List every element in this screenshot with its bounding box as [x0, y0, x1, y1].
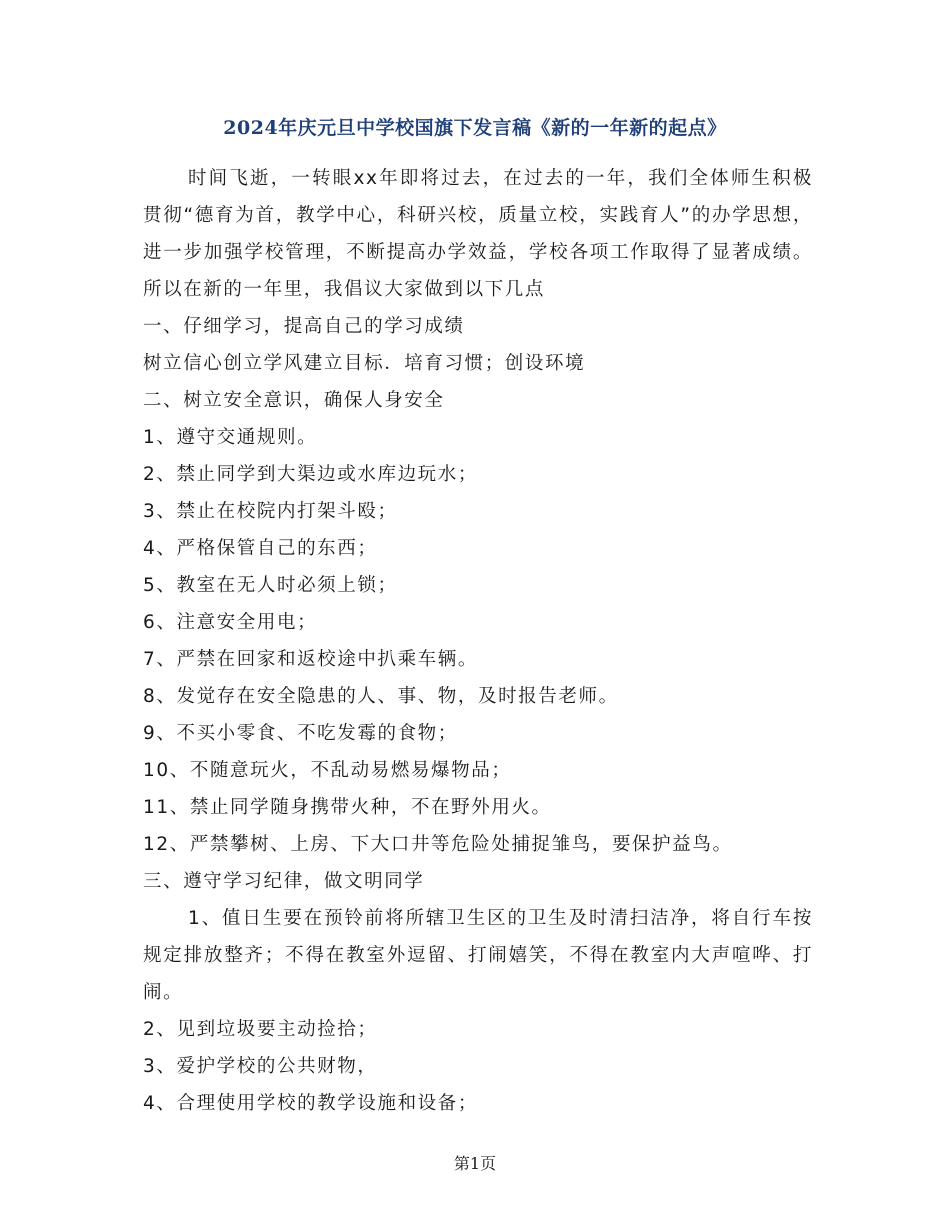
section2-heading: 二、树立安全意识，确保人身安全: [143, 390, 445, 411]
list-item: 12、严禁攀树、上房、下大口井等危险处捕捉雏鸟，要保护益鸟。: [143, 834, 733, 855]
list-item: 1、遵守交通规则。: [143, 427, 318, 448]
document-body: [143, 160, 813, 1122]
section1-heading: 一、仔细学习，提高自己的学习成绩: [143, 316, 465, 337]
section3-heading: 三、遵守学习纪律，做文明同学: [143, 871, 425, 892]
list-item: 3、禁止在校院内打架斗殴；: [143, 501, 398, 522]
list-item: 2、见到垃圾要主动捡拾；: [143, 1019, 378, 1040]
intro-paragraph: 时间飞逝，一转眼xx年即将过去，在过去的一年，我们全体师生积极贯彻“德育为首，教学中心，科研兴校，质量立校，实践育人”的办学思想，进一步加强学校管理，不断提高办学效益，学校各项工作取得了显著成绩。所以在新的一年里，我倡议大家做到以下几点: [143, 168, 813, 300]
list-item: 2、禁止同学到大渠边或水库边玩水；: [143, 464, 478, 485]
list-item: 10、不随意玩火，不乱动易燃易爆物品；: [143, 760, 512, 781]
list-item: 6、注意安全用电；: [143, 612, 318, 633]
list-item: 8、发觉存在安全隐患的人、事、物，及时报告老师。: [143, 686, 619, 707]
list-item: 5、教室在无人时必须上锁；: [143, 575, 398, 596]
list-item: 7、严禁在回家和返校途中扒乘车辆。: [143, 649, 478, 670]
section1-text: 树立信心创立学风建立目标．培育习惯；创设环境: [143, 353, 586, 374]
list-item: 11、禁止同学随身携带火种，不在野外用火。: [143, 797, 552, 818]
list-item: 4、合理使用学校的教学设施和设备；: [143, 1093, 478, 1114]
list-item: 9、不买小零食、不吃发霉的食物；: [143, 723, 458, 744]
list-item: 3、爱护学校的公共财物，: [143, 1056, 378, 1077]
list-item: 4、严格保管自己的东西；: [143, 538, 378, 559]
document-title: 2024年庆元旦中学校国旗下发言稿《新的一年新的起点》: [223, 117, 727, 139]
section3-item1-paragraph: 1、值日生要在预铃前将所辖卫生区的卫生及时清扫洁净，将自行车按规定排放整齐；不得在教室外逗留、打闹嬉笑，不得在教室内大声喧哗、打闹。: [143, 908, 813, 1003]
page-number: 第1页: [453, 1154, 497, 1173]
